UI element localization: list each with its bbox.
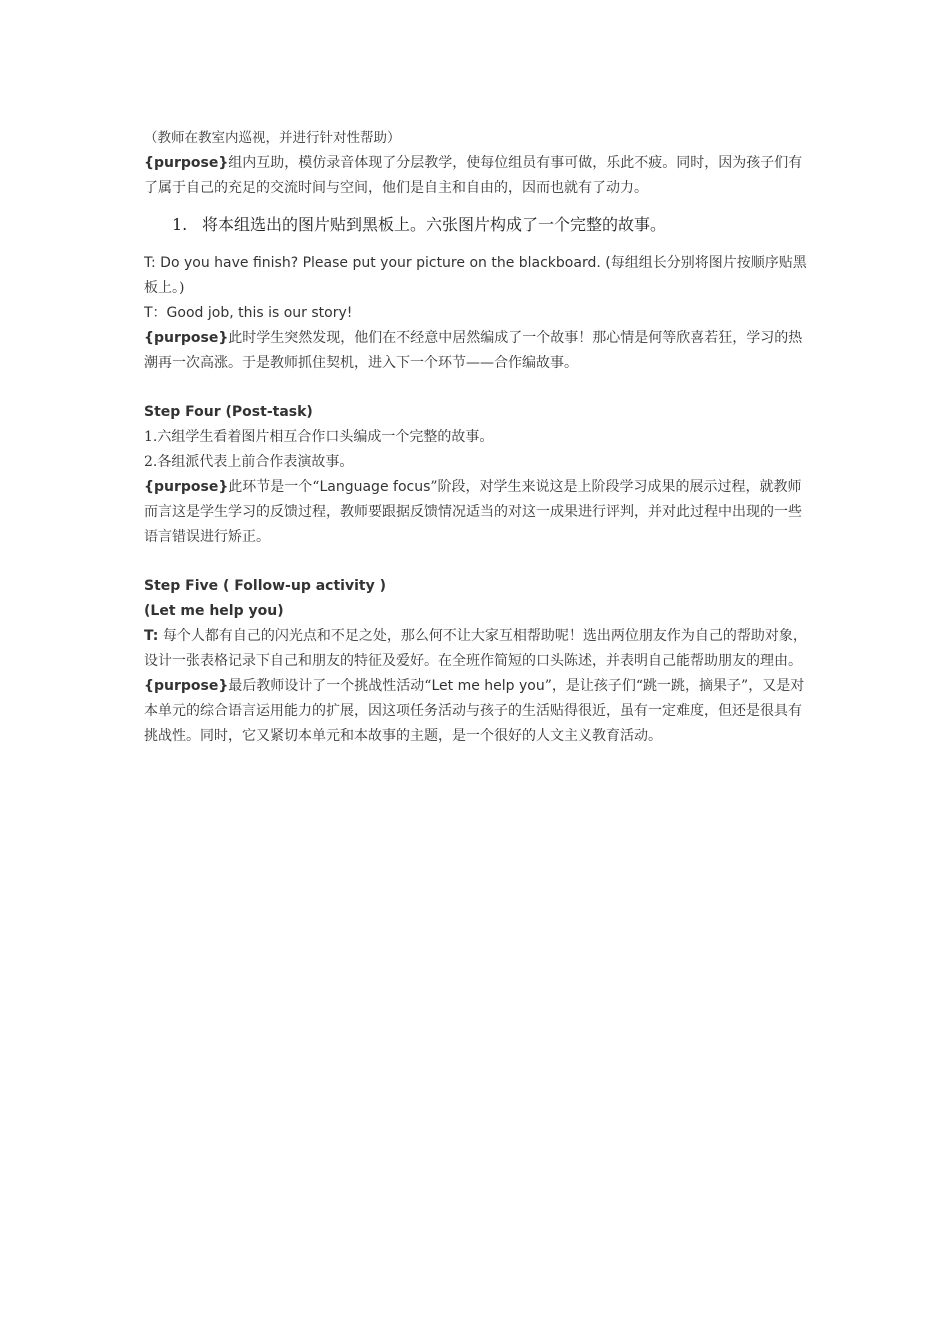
- step-four-item-2: 2.各组派代表上前合作表演故事。: [144, 454, 354, 470]
- purpose-paragraph-1: [144, 151, 808, 201]
- purpose-paragraph-3: [144, 475, 808, 550]
- purpose-paragraph-2: [144, 326, 808, 376]
- purpose-label: {purpose}: [144, 479, 229, 495]
- purpose-text: 此时学生突然发现，他们在不经意中居然编成了一个故事！那心情是何等欣喜若狂，学习的热潮再一次高涨。于是教师抓住契机，进入下一个环节——合作编故事。: [144, 330, 803, 371]
- numbered-item: [144, 213, 808, 237]
- purpose-text-b: ”阶段，对学生来说这是上阶段学习成果的展示过程，就教师而言这是学生学习的反馈过程，教师要跟据反馈情况适当的对这一成果进行评判，并对此过程中出现的一些语言错误进行矫正。: [144, 479, 802, 545]
- purpose-text-en: Let me help you: [431, 678, 545, 694]
- document-body: [144, 126, 808, 749]
- step-four-item-1: 1.六组学生看着图片相互合作口头编成一个完整的故事。: [144, 429, 494, 445]
- teacher-line-cn: 每组组长分别将图片按顺序贴黑板上。): [144, 255, 807, 296]
- purpose-text-a: 此环节是一个“: [228, 479, 320, 495]
- teacher-task-paragraph: [144, 624, 808, 674]
- intro-paragraph: （教师在教室内巡视，并进行针对性帮助）: [144, 130, 401, 146]
- purpose-label: {purpose}: [144, 330, 229, 346]
- purpose-label: {purpose}: [144, 155, 229, 171]
- purpose-paragraph-4: [144, 674, 808, 749]
- teacher-label: T:: [144, 628, 159, 644]
- teacher-line-2: T：Good job, this is our story!: [144, 305, 353, 321]
- purpose-text-b: ”，是让孩子们“跳一跳，摘果子”，又是对本单元的综合语言运用能力的扩展，因这项任务活动与孩子的生活贴得很近，虽有一定难度，但还是很具有挑战性。同时，它又紧切本单元和本故事的主题，是一个很好的人文主义教育活动。: [144, 678, 805, 744]
- purpose-text: 组内互助，模仿录音体现了分层教学，使每位组员有事可做，乐此不疲。同时，因为孩子们有了属于自己的充足的交流时间与空间，他们是自主和自由的，因而也就有了动力。: [144, 155, 803, 196]
- teacher-line-1: [144, 251, 808, 301]
- purpose-text-a: 最后教师设计了一个挑战性活动“: [228, 678, 432, 694]
- step-five-heading: Step Five ( Follow-up activity ): [144, 578, 386, 594]
- step-four-heading: Step Four (Post-task): [144, 404, 313, 420]
- step-five-subheading: (Let me help you): [144, 603, 284, 619]
- purpose-label: {purpose}: [144, 678, 229, 694]
- item-number: 1.: [172, 215, 188, 234]
- teacher-line-en: T: Do you have finish? Please put your picture on the blackboard. (: [144, 255, 611, 271]
- item-text: 将本组选出的图片贴到黑板上。六张图片构成了一个完整的故事。: [202, 215, 667, 234]
- purpose-text-en: Language focus: [319, 479, 431, 495]
- teacher-task-text: 每个人都有自己的闪光点和不足之处，那么何不让大家互相帮助呢！选出两位朋友作为自己的帮助对象，设计一张表格记录下自己和朋友的特征及爱好。在全班作简短的口头陈述，并表明自己能帮助朋友的理由。: [144, 628, 807, 669]
